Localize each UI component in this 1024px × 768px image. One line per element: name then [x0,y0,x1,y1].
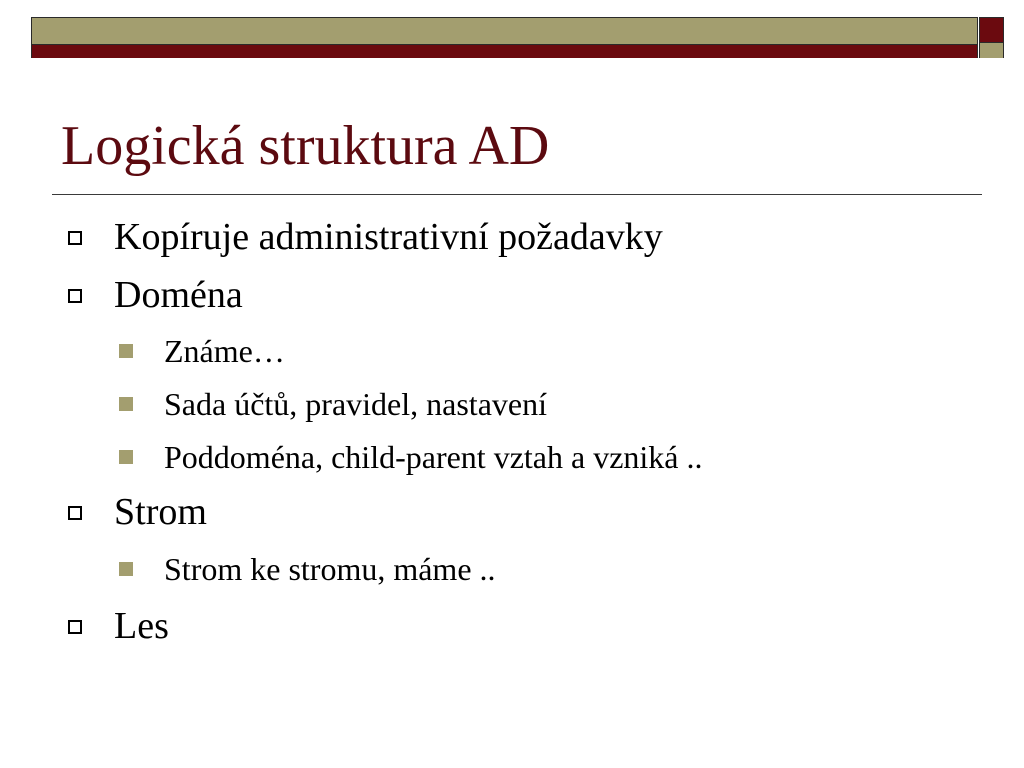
bullet-item: Kopíruje administrativní požadavky [114,216,663,258]
sub-bullet-item: Strom ke stromu, máme .. [164,551,496,587]
hollow-square-icon [68,620,82,634]
sub-bullet-item: Poddoména, child-parent vztah a vzniká .. [164,439,703,475]
title-divider [52,194,982,195]
sub-bullet-item: Sada účtů, pravidel, nastavení [164,386,547,422]
filled-square-icon [119,397,133,411]
filled-square-icon [119,450,133,464]
bullet-item: Les [114,605,169,647]
slide-title: Logická struktura AD [61,115,550,177]
hollow-square-icon [68,289,82,303]
filled-square-icon [119,562,133,576]
bullet-item: Strom [114,491,207,533]
corner-block-top [980,18,1003,42]
header-band [31,17,978,58]
corner-block-bottom [980,42,1003,58]
hollow-square-icon [68,231,82,245]
filled-square-icon [119,344,133,358]
header-band-olive [32,18,977,44]
header-band-maroon [32,44,977,58]
bullet-item: Doména [114,274,243,316]
hollow-square-icon [68,506,82,520]
header-corner-block [979,17,1004,58]
sub-bullet-item: Známe… [164,333,285,369]
